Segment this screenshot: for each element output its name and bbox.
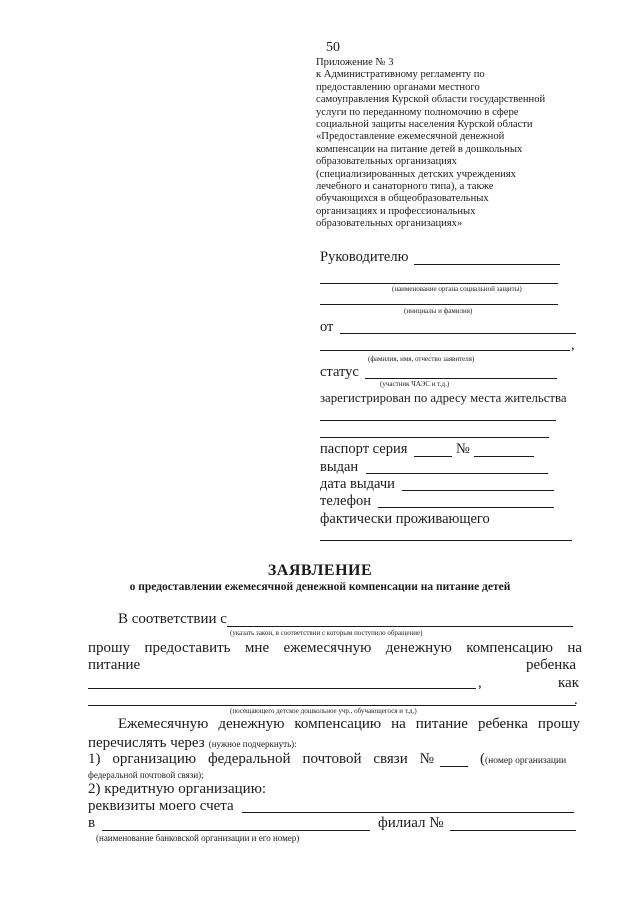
appendix-line: самоуправления Курской области государственной [316, 94, 546, 106]
status-label: статус [320, 364, 359, 380]
bank-name-line[interactable] [102, 830, 370, 831]
transfer-line [118, 716, 580, 733]
request-word: прошу [88, 640, 131, 656]
phone-label: телефон [320, 493, 372, 509]
passport-label: паспорт серия [320, 441, 408, 457]
option1-word: федеральной [207, 751, 291, 767]
request-word: компенсацию [466, 640, 553, 656]
request-word: денежную [385, 640, 452, 656]
option1-paren: ((номер организации [480, 751, 567, 767]
transfer-word: на [391, 716, 406, 732]
appendix-line: обучающихся в общеобразовательных [316, 193, 489, 205]
option1-word: связи [373, 751, 408, 767]
to-head-label: Руководителю [320, 249, 409, 265]
post-office-number-line[interactable] [440, 766, 468, 767]
statement-title: ЗАЯВЛЕНИЕ [267, 562, 373, 579]
fio-caption: (фамилия, имя, отчество заявителя) [368, 355, 475, 363]
child-name-line[interactable] [88, 688, 476, 689]
transfer-word: прошу [537, 716, 580, 732]
account-line[interactable] [242, 812, 574, 813]
issued-label: выдан [320, 459, 359, 475]
transfer-word: питание [415, 716, 468, 732]
appendix-line: организациях и профессиональных [316, 205, 476, 217]
actual-residence-label: фактически проживающего [320, 511, 490, 527]
request-word: ежемесячную [283, 640, 372, 656]
authority-caption: (наименование органа социальной защиты) [392, 285, 522, 293]
option1-note-2: федеральной почтовой связи); [88, 770, 204, 780]
child-word: ребенка [526, 657, 576, 673]
request-word: мне [244, 640, 270, 656]
food-word: питание [88, 657, 141, 673]
from-label: от [320, 319, 334, 335]
issue-date-line[interactable] [402, 490, 554, 491]
actual-residence-line[interactable] [320, 540, 572, 541]
as-word: как [558, 675, 580, 691]
initials-line[interactable] [320, 304, 558, 305]
transfer-through-text: перечислять через [88, 735, 205, 751]
applicant-fio-line[interactable] [320, 350, 570, 351]
status-caption: (участник ЧАЭС и т.д.) [380, 380, 450, 388]
to-head-line[interactable] [414, 264, 560, 265]
statement-subtitle: о предоставлении ежемесячной денежной компенсации на питание детей [129, 581, 511, 593]
branch-number-line[interactable] [450, 830, 576, 831]
institution-period: . [574, 692, 578, 708]
option1-word: 1) [88, 751, 101, 767]
institution-line[interactable] [88, 705, 576, 706]
appendix-line: «Предоставление ежемесячной денежной [316, 131, 505, 143]
bank-caption: (наименование банковской организации и его номер) [96, 833, 300, 843]
address-line-1[interactable] [320, 420, 556, 421]
branch-label: филиал № [378, 815, 444, 831]
accordance-label: В соответствии с [118, 611, 227, 627]
initials-caption: (инициалы и фамилия) [404, 307, 473, 315]
issue-date-label: дата выдачи [320, 476, 395, 492]
appendix-line: (специализированных детских учреждениях [316, 168, 516, 180]
fio-comma: , [571, 337, 575, 353]
transfer-word: Ежемесячную [118, 716, 209, 732]
request-line [88, 640, 582, 657]
issued-line[interactable] [366, 473, 548, 474]
transfer-word: компенсацию [294, 716, 382, 732]
appendix-line: лечебного и санаторного типа), а также [316, 181, 494, 193]
authority-name-line[interactable] [320, 283, 558, 284]
address-line-2[interactable] [320, 437, 549, 438]
appendix-line: предоставлению органами местного [316, 81, 480, 93]
appendix-line: социальной защиты населения Курской области [316, 119, 533, 131]
appendix-line: компенсации на питание детей в дошкольных [316, 143, 523, 155]
appendix-line: образовательных организациях [316, 156, 457, 168]
option1-line [88, 751, 434, 768]
appendix-line: услуги по переданному полномочию в сфере [316, 106, 519, 118]
request-word: предоставить [144, 640, 231, 656]
bank-in-label: в [88, 815, 96, 831]
option2-label: 2) кредитную организацию: [88, 781, 267, 797]
transfer-through [88, 734, 297, 752]
appendix-line: образовательных организациях» [316, 218, 463, 230]
request-word: на [567, 640, 582, 656]
child-comma: , [478, 675, 482, 691]
law-line[interactable] [227, 626, 573, 627]
account-label: реквизиты моего счета [88, 798, 234, 814]
passport-series-line[interactable] [414, 456, 452, 457]
phone-line[interactable] [378, 507, 554, 508]
transfer-word: ребенка [477, 716, 528, 732]
transfer-word: денежную [218, 716, 285, 732]
appendix-line: Приложение № 3 [316, 57, 394, 68]
institution-caption: (посещающего детское дошкольное учр., обучающегося и т.д.) [230, 707, 417, 715]
option1-note: (номер организации [485, 756, 567, 766]
from-line[interactable] [340, 333, 576, 334]
passport-number-sign: № [456, 441, 470, 457]
registered-label: зарегистрирован по адресу места жительства [320, 391, 567, 405]
page-number: 50 [326, 40, 340, 55]
appendix-line: к Административному регламенту по [316, 69, 485, 81]
law-caption: (указать закон, в соответствии с которым поступило обращение) [230, 629, 423, 637]
transfer-note: (нужное подчеркнуть): [208, 739, 297, 749]
status-line[interactable] [365, 378, 557, 379]
appendix-block [316, 57, 545, 231]
option1-word: № [419, 751, 434, 767]
passport-number-line[interactable] [474, 456, 534, 457]
option1-word: почтовой [302, 751, 362, 767]
option1-word: организацию [112, 751, 197, 767]
